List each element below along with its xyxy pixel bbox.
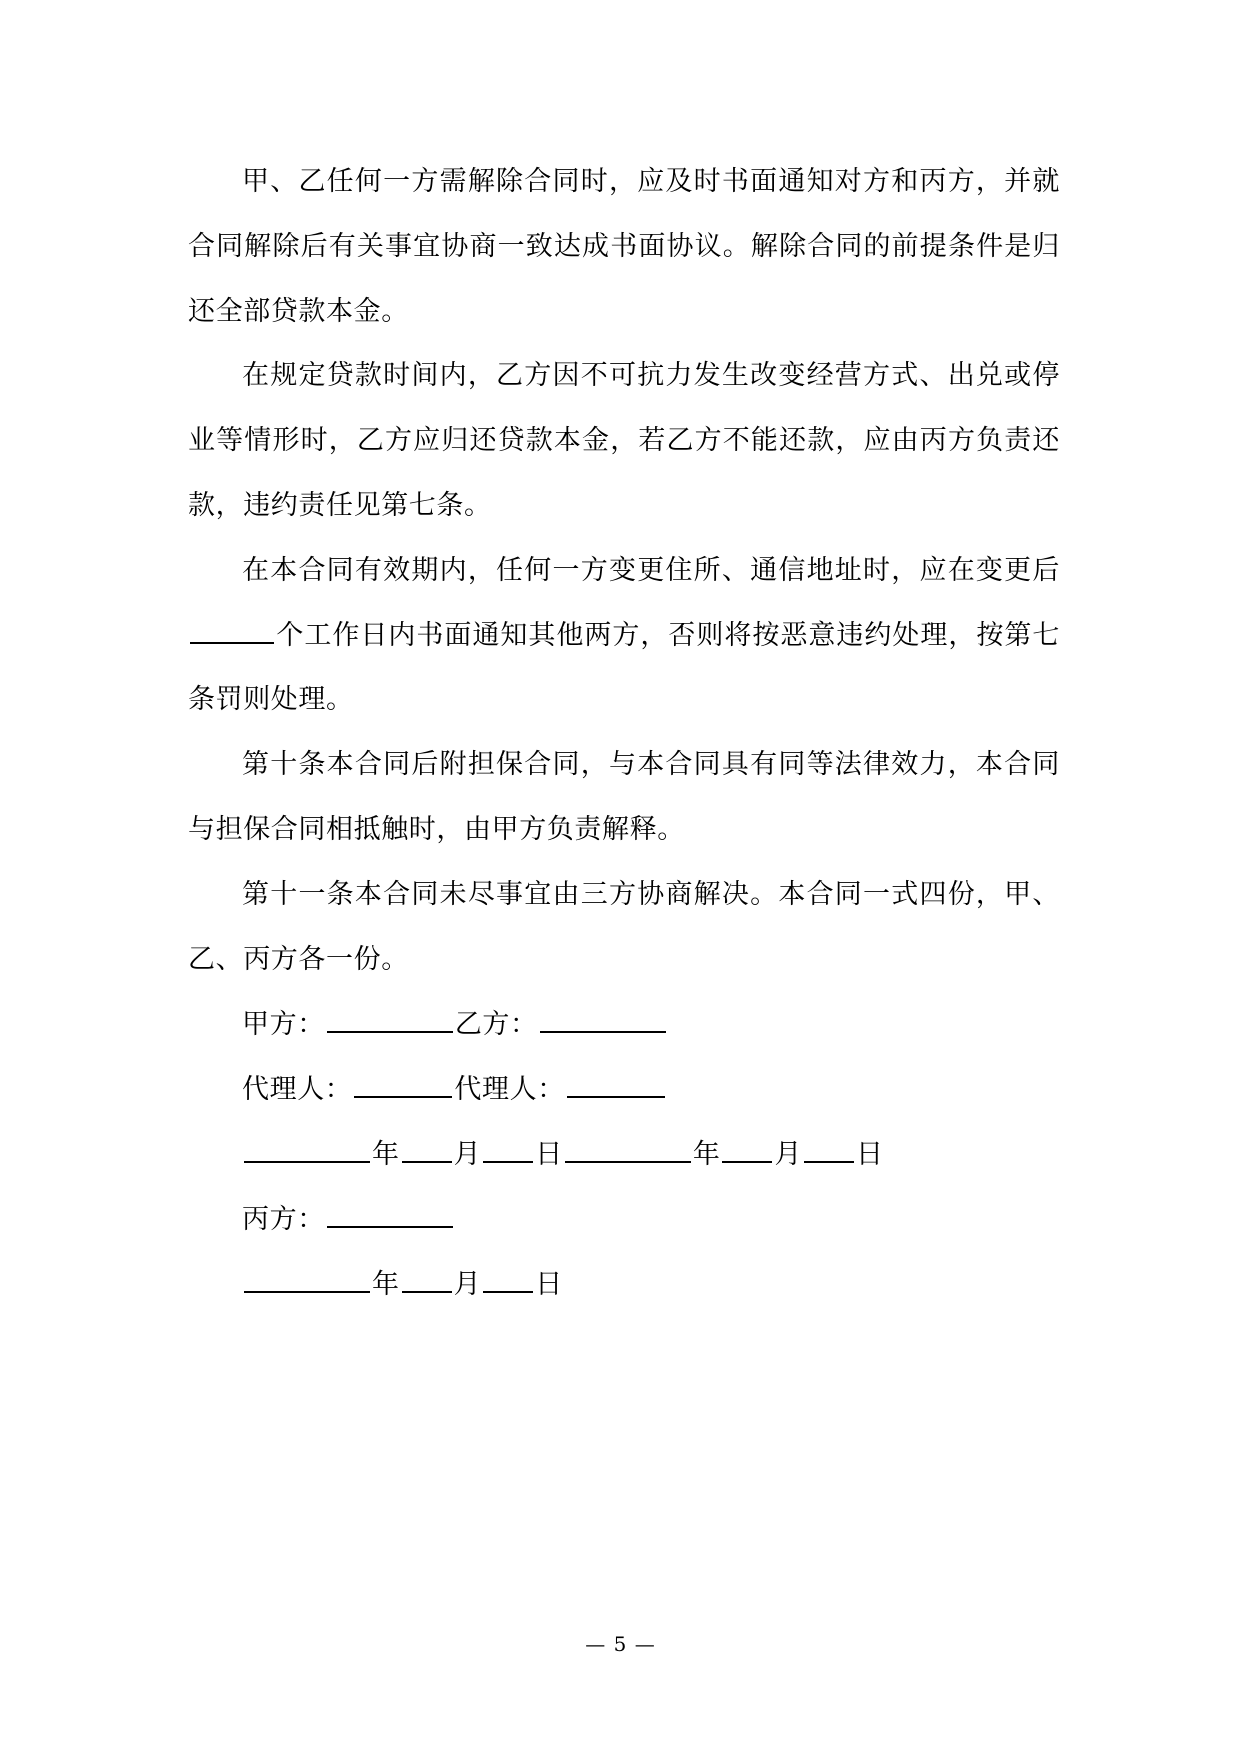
agent-a-label: 代理人： — [242, 1074, 353, 1106]
paragraph-force-majeure: 在规定贷款时间内，乙方因不可抗力发生改变经营方式、出兑或停业等情形时，乙方应归还贷款本金，若乙方不能还款，应由丙方负责还款，违约责任见第七条。 — [188, 360, 1060, 521]
month-label: 月 — [453, 1139, 482, 1171]
document-body — [188, 150, 1060, 1317]
year-label: 年 — [372, 1139, 400, 1171]
day-label: 日 — [856, 1139, 884, 1171]
signature-dates-line — [188, 1122, 1060, 1187]
party-c-label: 丙方： — [242, 1204, 325, 1236]
working-days-blank[interactable] — [190, 613, 274, 643]
signature-party-c-line — [188, 1187, 1060, 1252]
date-a-year-blank[interactable] — [244, 1133, 370, 1163]
date-a-month-blank[interactable] — [402, 1133, 452, 1163]
day-label: 日 — [535, 1269, 563, 1301]
party-a-blank[interactable] — [327, 1003, 453, 1033]
notice-text-before: 在本合同有效期内，任何一方变更住所、通信地址时，应在变更后 — [242, 554, 1060, 586]
date-b-month-blank[interactable] — [722, 1133, 772, 1163]
party-a-label: 甲方： — [242, 1009, 325, 1041]
party-b-label: 乙方： — [454, 1009, 538, 1041]
date-b-day-blank[interactable] — [804, 1133, 854, 1163]
notice-text-after: 个工作日内书面通知其他两方，否则将按恶意违约处理，按第七条罚则处理。 — [188, 619, 1060, 716]
date-b-year-blank[interactable] — [565, 1133, 691, 1163]
date-c-month-blank[interactable] — [402, 1263, 452, 1293]
party-c-blank[interactable] — [327, 1198, 453, 1228]
article-eleven: 第十一条本合同未尽事宜由三方协商解决。本合同一式四份，甲、乙、丙方各一份。 — [188, 878, 1060, 975]
year-label: 年 — [692, 1139, 721, 1171]
party-b-blank[interactable] — [540, 1003, 666, 1033]
date-a-day-blank[interactable] — [483, 1133, 533, 1163]
year-label: 年 — [372, 1269, 400, 1301]
date-c-year-blank[interactable] — [244, 1263, 370, 1293]
signature-party-c-date-line — [188, 1252, 1060, 1317]
day-label: 日 — [535, 1139, 563, 1171]
date-c-day-blank[interactable] — [483, 1263, 533, 1293]
agent-b-blank[interactable] — [567, 1068, 665, 1098]
agent-a-blank[interactable] — [354, 1068, 452, 1098]
agent-b-label: 代理人： — [454, 1074, 565, 1106]
month-label: 月 — [774, 1139, 803, 1171]
month-label: 月 — [453, 1269, 482, 1301]
article-ten: 第十条本合同后附担保合同，与本合同具有同等法律效力，本合同与担保合同相抵触时，由甲方负责解释。 — [188, 749, 1060, 845]
paragraph-address-change — [188, 539, 1060, 733]
page-number: — 5 — — [585, 1632, 656, 1656]
paragraph-termination: 甲、乙任何一方需解除合同时，应及时书面通知对方和丙方，并就合同解除后有关事宜协商一致达成书面协议。解除合同的前提条件是归还全部贷款本金。 — [188, 166, 1060, 327]
signature-agents-line — [188, 1057, 1060, 1122]
signature-parties-line — [188, 992, 1060, 1057]
